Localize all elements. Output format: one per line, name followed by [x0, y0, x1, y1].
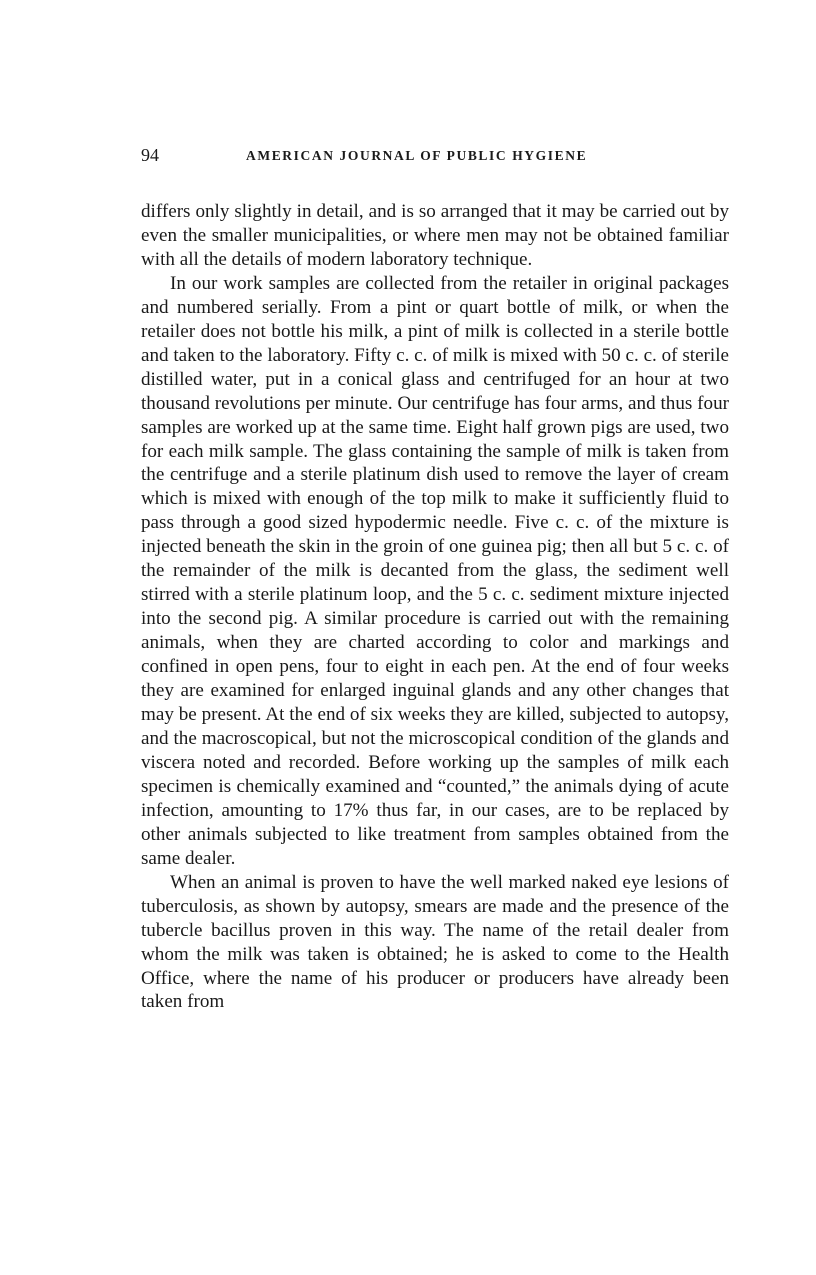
paragraph-sample-collection: In our work samples are collected from the retailer in original packages and numbered serially. From a pint or quart bottle of milk, or when the retailer does not bottle his milk, a pint of milk is collected in a sterile bottle and taken to the laboratory. Fifty c. c. of milk is mixed with 50 c. c. of sterile distilled water, put in a conical glass and centrifuged for an hour at two thousand revolutions per minute. Our centrifuge has four arms, and thus four samples are worked up at the same time. Eight half grown pigs are used, two for each milk sample. The glass containing the sample of milk is taken from the centrifuge and a sterile platinum dish used to remove the layer of cream which is mixed with enough of the top milk to make it sufficiently fluid to pass through a good sized hypodermic needle. Five c. c. of the mixture is injected beneath the skin in the groin of one guinea pig; then all but 5 c. c. of the remainder of the milk is decanted from the glass, the sediment well stirred with a sterile platinum loop, and the 5 c. c. sediment mixture injected into the second pig. A similar procedure is carried out with the remaining animals, when they are charted according to color and markings and confined in open pens, four to eight in each pen. At the end of four weeks they are examined for enlarged inguinal glands and any other changes that may be present. At the end of six weeks they are killed, subjected to autopsy, and the macroscopical, but not the microscopical condition of the glands and viscera noted and recorded. Before working up the samples of milk each specimen is chemically examined and “counted,” the animals dying of acute infection, amounting to 17% thus far, in our cases, are to be replaced by other animals subjected to like treatment from samples obtained from the same dealer. — [141, 272, 729, 869]
running-head — [141, 144, 729, 166]
paragraph-continued: differs only slightly in detail, and is so arranged that it may be carried out by even the smaller municipalities, or where men may not be obtained familiar with all the details of modern laboratory technique. — [141, 201, 729, 270]
article-body — [141, 200, 729, 1014]
page-number: 94 — [141, 145, 159, 165]
paragraph-tuberculosis-lesions: When an animal is proven to have the well marked naked eye lesions of tuberculosis, as shown by autopsy, smears are made and the presence of the tubercle bacillus proven in this way. The name of the retail dealer from whom the milk was taken is obtained; he is asked to come to the Health Office, where the name of his producer or producers have already been taken from — [141, 871, 729, 1013]
journal-title: AMERICAN JOURNAL OF PUBLIC HYGIENE — [246, 148, 588, 163]
